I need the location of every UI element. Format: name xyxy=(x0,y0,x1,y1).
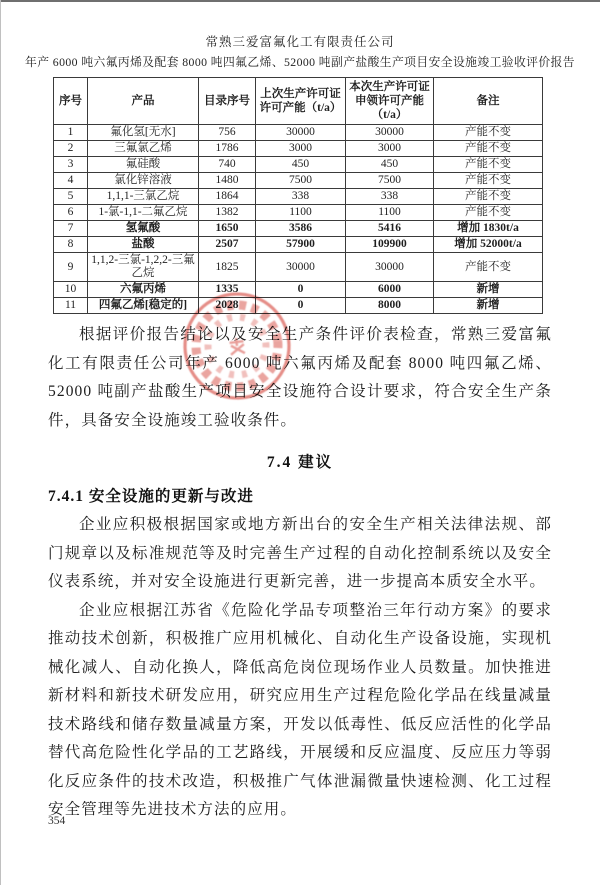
cell-new_capacity: 8000 xyxy=(346,298,434,314)
cell-product: 1-氯-1,1-二氟乙烷 xyxy=(88,205,199,221)
table-header-row xyxy=(54,78,543,125)
table-row xyxy=(54,298,543,314)
cell-prev_capacity: 3000 xyxy=(256,141,346,157)
cell-remark: 产能不变 xyxy=(434,253,543,282)
table-row xyxy=(54,189,543,205)
cell-remark: 产能不变 xyxy=(434,189,543,205)
cell-remark: 产能不变 xyxy=(434,141,543,157)
cell-product: 三氟氯乙烯 xyxy=(88,141,199,157)
cell-catalog_no: 756 xyxy=(199,125,256,141)
cell-new_capacity: 7500 xyxy=(346,173,434,189)
cell-remark: 增加 52000t/a xyxy=(434,237,543,253)
subsection-heading-7-4-1: 7.4.1 安全设施的更新与改进 xyxy=(48,488,254,505)
cell-catalog_no: 2507 xyxy=(199,237,256,253)
cell-prev_capacity: 0 xyxy=(256,282,346,298)
company-name: 常熟三爱富氟化工有限责任公司 xyxy=(205,35,395,49)
product-table-body xyxy=(54,125,543,314)
table-row xyxy=(54,237,543,253)
cell-new_capacity: 450 xyxy=(346,157,434,173)
cell-prev_capacity: 0 xyxy=(256,298,346,314)
table-row xyxy=(54,282,543,298)
cell-remark: 新增 xyxy=(434,298,543,314)
col-header-prev-capacity: 上次生产许可证许可产能（t/a） xyxy=(256,78,346,125)
col-header-new-capacity: 本次生产许可证申领许可产能（t/a） xyxy=(346,78,434,125)
cell-product: 六氟丙烯 xyxy=(88,282,199,298)
page-number: 354 xyxy=(48,815,66,827)
cell-catalog_no: 2028 xyxy=(199,298,256,314)
cell-product: 氯化锌溶液 xyxy=(88,173,199,189)
col-header-catalog-no: 目录序号 xyxy=(199,78,256,125)
cell-product: 盐酸 xyxy=(88,237,199,253)
cell-no: 3 xyxy=(54,157,88,173)
cell-new_capacity: 5416 xyxy=(346,221,434,237)
col-header-no: 序号 xyxy=(54,78,88,125)
suggestion-paragraph-2: 企业应根据江苏省《危险化学品专项整治三年行动方案》的要求推动技术创新，积极推广应用机械化、自动化生产设备设施，实现机械化减人、自动化换人，降低高危岗位现场作业人员数量。加快推进新材料和新技术研发应用，研究应用生产过程危险化学品在线量减量技术路线和储存数量减量方案，开发以低毒性、低反应活性的化学品替代高危险性化学品的工艺路线，开展缓和反应温度、反应压力等弱化反应条件的技术改造，积极推广气体泄漏微量快速检测、化工过程安全管理等先进技术方法的应用。 xyxy=(48,601,552,818)
scan-edge-top xyxy=(0,0,600,2)
suggestion-paragraph-1: 企业应积极根据国家或地方新出台的安全生产相关法律法规、部门规章以及标准规范等及时完善生产过程的自动化控制系统以及安全仪表系统，并对安全设施进行更新完善，进一步提高本质安全水平。 xyxy=(48,516,552,590)
scan-edge-left xyxy=(0,0,1,885)
cell-new_capacity: 30000 xyxy=(346,125,434,141)
cell-catalog_no: 1335 xyxy=(199,282,256,298)
cell-product: 氢氟酸 xyxy=(88,221,199,237)
table-row xyxy=(54,205,543,221)
cell-catalog_no: 1825 xyxy=(199,253,256,282)
section-heading-7-4: 7.4 建议 xyxy=(266,454,334,471)
cell-catalog_no: 1480 xyxy=(199,173,256,189)
table-row xyxy=(54,173,543,189)
cell-product: 1,1,2-三氯-1,2,2-三氟乙烷 xyxy=(88,253,199,282)
document-body xyxy=(48,321,552,825)
cell-catalog_no: 1650 xyxy=(199,221,256,237)
cell-remark: 产能不变 xyxy=(434,205,543,221)
cell-prev_capacity: 30000 xyxy=(256,125,346,141)
cell-new_capacity: 1100 xyxy=(346,205,434,221)
cell-remark: 产能不变 xyxy=(434,173,543,189)
cell-prev_capacity: 57900 xyxy=(256,237,346,253)
cell-product: 氟化氢[无水] xyxy=(88,125,199,141)
cell-product: 1,1,1-三氯乙烷 xyxy=(88,189,199,205)
cell-no: 4 xyxy=(54,173,88,189)
cell-no: 7 xyxy=(54,221,88,237)
cell-catalog_no: 1864 xyxy=(199,189,256,205)
col-header-remark: 备注 xyxy=(434,78,543,125)
cell-catalog_no: 1382 xyxy=(199,205,256,221)
table-row xyxy=(54,157,543,173)
table-row xyxy=(54,221,543,237)
cell-no: 1 xyxy=(54,125,88,141)
cell-no: 11 xyxy=(54,298,88,314)
cell-new_capacity: 6000 xyxy=(346,282,434,298)
cell-remark: 产能不变 xyxy=(434,157,543,173)
cell-catalog_no: 740 xyxy=(199,157,256,173)
cell-prev_capacity: 30000 xyxy=(256,253,346,282)
table-row xyxy=(54,125,543,141)
cell-new_capacity: 3000 xyxy=(346,141,434,157)
cell-no: 5 xyxy=(54,189,88,205)
cell-prev_capacity: 338 xyxy=(256,189,346,205)
cell-prev_capacity: 450 xyxy=(256,157,346,173)
cell-new_capacity: 109900 xyxy=(346,237,434,253)
document-header xyxy=(0,0,600,70)
report-title: 年产 6000 吨六氟丙烯及配套 8000 吨四氟乙烯、52000 吨副产盐酸生产项目安全设施竣工验收评价报告 xyxy=(25,55,575,69)
cell-no: 9 xyxy=(54,253,88,282)
cell-new_capacity: 338 xyxy=(346,189,434,205)
cell-no: 8 xyxy=(54,237,88,253)
cell-catalog_no: 1786 xyxy=(199,141,256,157)
cell-product: 氟硅酸 xyxy=(88,157,199,173)
col-header-product: 产品 xyxy=(88,78,199,125)
cell-remark: 增加 1830t/a xyxy=(434,221,543,237)
cell-prev_capacity: 1100 xyxy=(256,205,346,221)
cell-no: 6 xyxy=(54,205,88,221)
conclusion-paragraph: 根据评价报告结论以及安全生产条件评价表检查，常熟三爱富氟化工有限责任公司年产 6000 吨六氟丙烯及配套 8000 吨四氟乙烯、52000 吨副产盐酸生产项目安全设施符合设计要求，符合安全生产条件，具备安全设施竣工验收条件。 xyxy=(48,326,552,429)
table-row xyxy=(54,253,543,282)
cell-no: 10 xyxy=(54,282,88,298)
cell-product: 四氟乙烯[稳定的] xyxy=(88,298,199,314)
cell-remark: 新增 xyxy=(434,282,543,298)
cell-remark: 产能不变 xyxy=(434,125,543,141)
product-capacity-table xyxy=(53,77,543,314)
table-row xyxy=(54,141,543,157)
cell-no: 2 xyxy=(54,141,88,157)
cell-prev_capacity: 3586 xyxy=(256,221,346,237)
cell-new_capacity: 30000 xyxy=(346,253,434,282)
cell-prev_capacity: 7500 xyxy=(256,173,346,189)
